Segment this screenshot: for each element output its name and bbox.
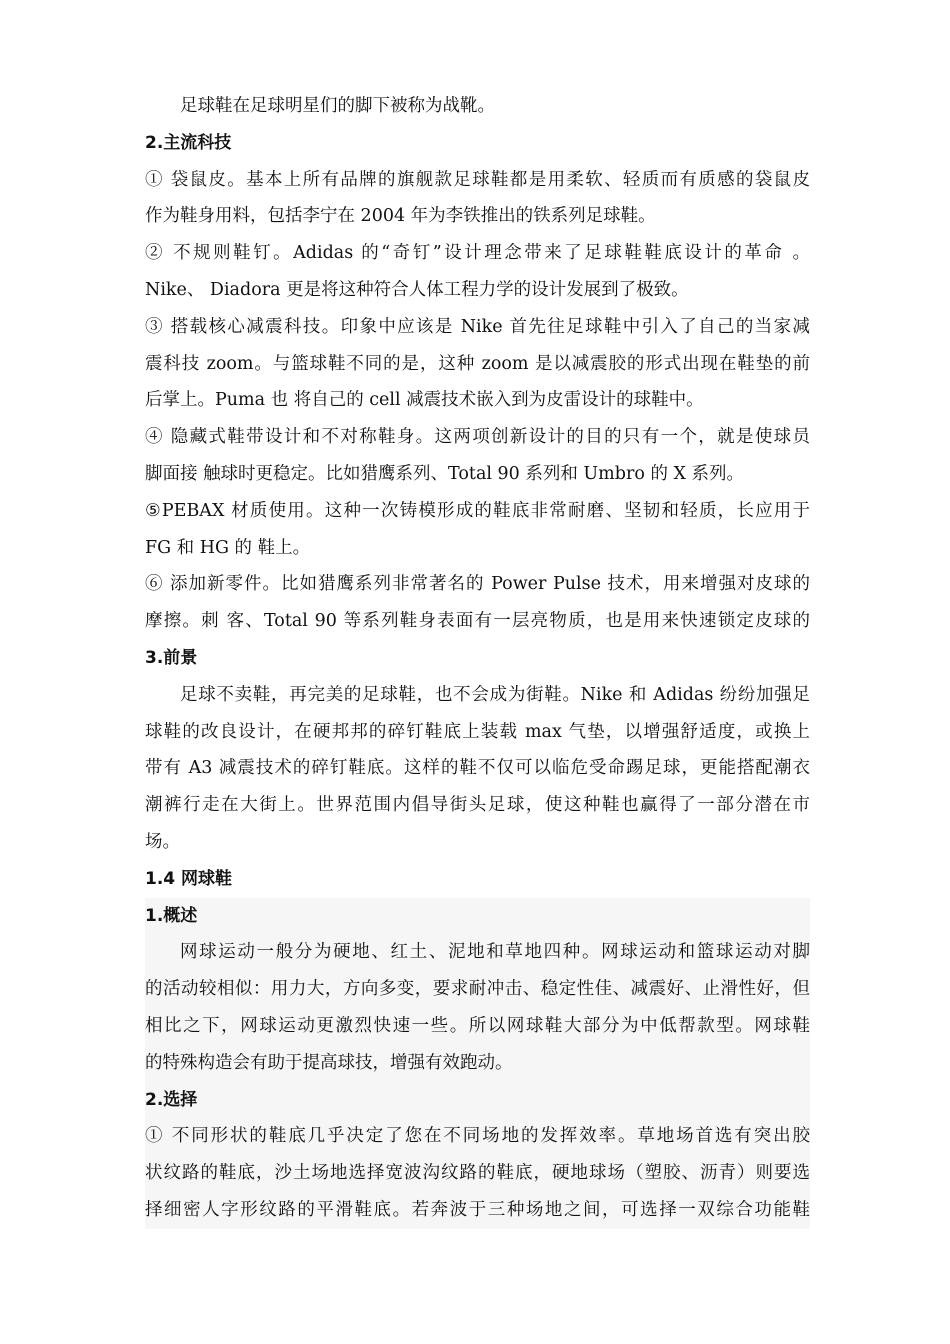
paragraph-line: 足球鞋在足球明星们的脚下被称为战靴。: [180, 96, 495, 116]
section-heading: 2.主流科技: [145, 132, 232, 153]
document-body: [145, 88, 810, 1229]
paragraph-line: 的活动较相似：用力大，方向多变，要求耐冲击、稳定性佳、减震好、止滑性好，但: [145, 971, 810, 1008]
paragraph-line: 后掌上。Puma 也 将自己的 cell 减震技术嵌入到为皮雷设计的球鞋中。: [145, 390, 704, 411]
paragraph-line: 脚面接 触球时更稳定。比如猎鹰系列、Total 90 系列和 Umbro 的 X 系列。: [145, 463, 745, 484]
section-heading: 1.概述: [145, 898, 810, 935]
chapter-heading: 1.4 网球鞋: [145, 868, 233, 889]
paragraph-line: 场。: [145, 831, 180, 852]
paragraph-line: ② 不规则鞋钉。Adidas 的“奇钉”设计理念带来了足球鞋鞋底设计的革命 。: [145, 243, 810, 264]
paragraph-line: ⑤PEBAX 材质使用。这种一次铸模形成的鞋底非常耐磨、坚韧和轻质，长应用于: [145, 500, 810, 521]
paragraph-line: ① 袋鼠皮。基本上所有品牌的旗舰款足球鞋都是用柔软、轻质而有质感的袋鼠皮: [145, 169, 810, 190]
paragraph-line: 带有 A3 减震技术的碎钉鞋底。这样的鞋不仅可以临危受命踢足球，更能搭配潮衣: [145, 758, 810, 779]
paragraph-line: 作为鞋身用料，包括李宁在 2004 年为李铁推出的铁系列足球鞋。: [145, 206, 656, 227]
paragraph-line: ③ 搭载核心减震科技。印象中应该是 Nike 首先往足球鞋中引入了自己的当家减: [145, 316, 810, 337]
paragraph-line: 摩擦。刺 客、Total 90 等系列鞋身表面有一层亮物质，也是用来快速锁定皮球的: [145, 611, 810, 632]
paragraph-line: 状纹路的鞋底，沙土场地选择宽波沟纹路的鞋底，硬地球场（塑胶、沥青）则要选: [145, 1155, 810, 1192]
section-heading: 2.选择: [145, 1082, 810, 1119]
paragraph-line: 择细密人字形纹路的平滑鞋底。若奔波于三种场地之间，可选择一双综合功能鞋: [145, 1192, 810, 1229]
paragraph-line: 足球不卖鞋，再完美的足球鞋，也不会成为街鞋。Nike 和 Adidas 纷纷加强足: [180, 684, 810, 705]
paragraph-line: 网球运动一般分为硬地、红土、泥地和草地四种。网球运动和篮球运动对脚: [145, 934, 810, 971]
paragraph-line: ⑥ 添加新零件。比如猎鹰系列非常著名的 Power Pulse 技术，用来增强对皮球的: [145, 574, 810, 595]
paragraph-line: 潮裤行走在大街上。世界范围内倡导街头足球，使这种鞋也赢得了一部分潜在市: [145, 795, 810, 816]
paragraph-line: Nike、 Diadora 更是将这种符合人体工程力学的设计发展到了极致。: [145, 279, 689, 300]
paragraph-line: ① 不同形状的鞋底几乎决定了您在不同场地的发挥效率。草地场首选有突出胶: [145, 1118, 810, 1155]
section-heading: 3.前景: [145, 647, 198, 668]
paragraph-line: ④ 隐藏式鞋带设计和不对称鞋身。这两项创新设计的目的只有一个，就是使球员: [145, 427, 810, 448]
paragraph-line: FG 和 HG 的 鞋上。: [145, 537, 311, 558]
paragraph-line: 的特殊构造会有助于提高球技，增强有效跑动。: [145, 1045, 810, 1082]
paragraph-line: 相比之下，网球运动更激烈快速一些。所以网球鞋大部分为中低帮款型。网球鞋: [145, 1008, 810, 1045]
paragraph-line: 球鞋的改良设计，在硬邦邦的碎钉鞋底上装载 max 气垫，以增强舒适度，或换上: [145, 721, 810, 742]
paragraph-line: 震科技 zoom。与篮球鞋不同的是，这种 zoom 是以减震胶的形式出现在鞋垫的前: [145, 353, 810, 374]
